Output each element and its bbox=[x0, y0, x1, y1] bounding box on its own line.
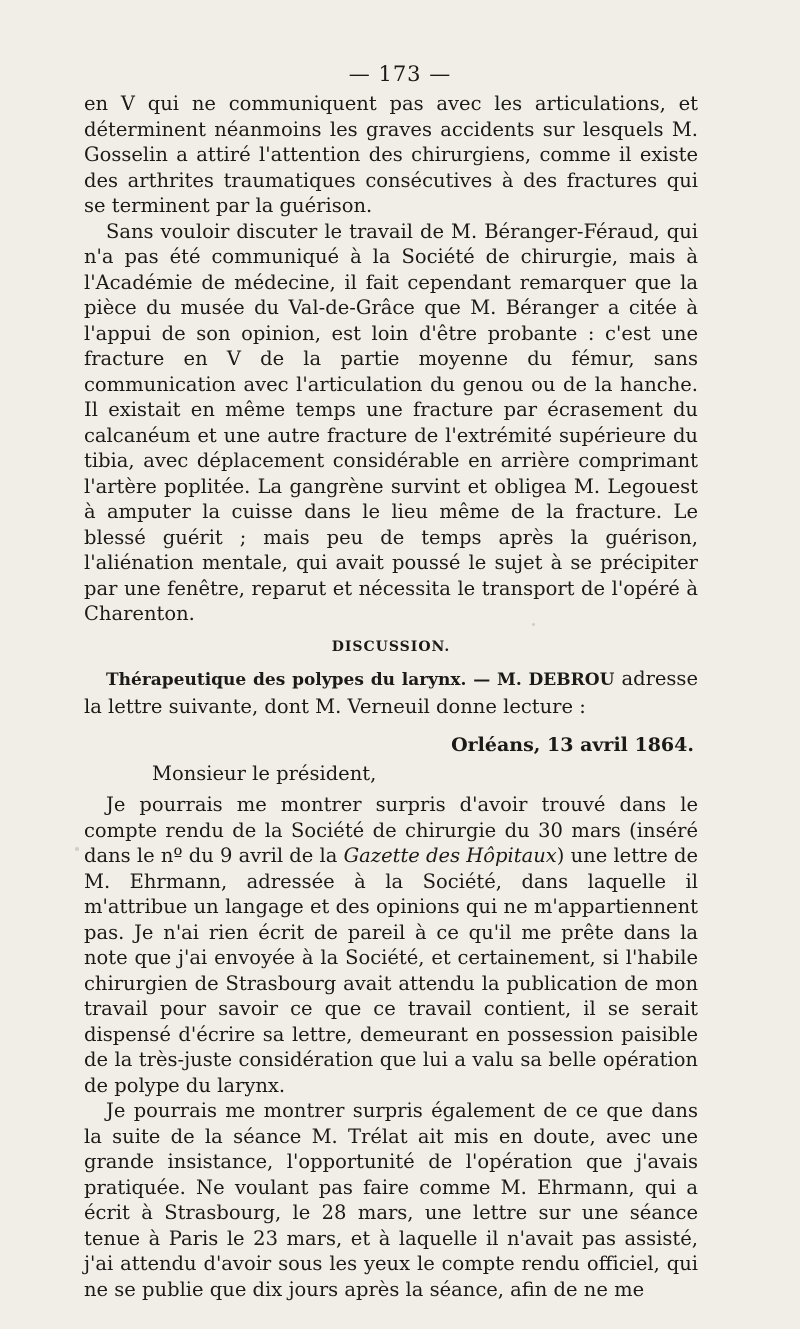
paper-speck bbox=[594, 586, 597, 590]
journal-title: Gazette des Hôpitaux bbox=[343, 844, 557, 867]
rubric-continuation: adresse la lettre suivante, dont M. Verneuil donne lecture : bbox=[84, 667, 698, 718]
paragraph-beranger: Sans vouloir discuter le travail de M. Béranger-Féraud, qui n'a pas été communiqué à la Société de chirurgie, mais à l'Académie de médecine, il fait cependant remarquer que la pièce du musée du Val-de-Grâce que M. Béranger a citée à l'appui de son opinion, est loin d'être probante : c'est une fracture en V de la partie moyenne du fémur, sans communication avec l'articulation du genou ou de la hanche. Il existait en même temps une fracture par écrasement du calcanéum et une autre fracture de l'extrémité supérieure du tibia, avec déplacement considérable en arrière comprimant l'artère poplitée. La gangrène survint et obligea M. Legouest à amputer la cuisse dans le lieu même de la fracture. Le blessé guérit ; mais peu de temps après la guérison, l'aliénation mentale, qui avait poussé le sujet à se précipiter par une fenêtre, reparut et nécessita le transport de l'opéré à Charenton. bbox=[84, 219, 698, 625]
paper-speck bbox=[75, 847, 79, 851]
rubric-paragraph bbox=[84, 666, 698, 719]
rubric-title: Thérapeutique des polypes du larynx. — M. DEBROU bbox=[106, 670, 615, 690]
letter-p1-end: ) une lettre de M. Ehrmann, adressée à la Société, dans laquelle il m'attribue un langage et des opinions qui ne m'appartiennent pas. Je n'ai rien écrit de pareil à ce qu'il me prête dans la note que j'ai envoyée à la Société, et certainement, si l'habile chirurgien de Strasbourg avait attendu la publication de mon travail pour savoir ce que ce travail contient, il se serait dispensé d'écrire sa lettre, demeurant en possession paisible de la très-juste considération que lui a valu sa belle opération de polype du larynx. bbox=[84, 844, 698, 1097]
letter-date: Orléans, 13 avril 1864. bbox=[451, 734, 694, 756]
paper-speck bbox=[532, 623, 535, 626]
letter-salutation: Monsieur le président, bbox=[152, 761, 377, 785]
letter bbox=[84, 733, 698, 1302]
section-heading: DISCUSSION. bbox=[331, 638, 451, 655]
letter-p1-start: Je pourrais me montrer surpris d'avoir trouvé dans le compte rendu de la Société de chirurgie du 30 mars (inséré dans le nº du 9 avril de la bbox=[84, 793, 698, 867]
body-text bbox=[84, 91, 698, 1302]
paragraph-continuation: en V qui ne communiquent pas avec les articulations, et déterminent néanmoins les graves accidents sur lesquels M. Gosselin a attiré l'attention des chirurgiens, comme il existe des arthrites traumatiques consécutives à des fractures qui se terminent par la guérison. bbox=[84, 92, 698, 217]
page-number: — 173 — bbox=[348, 62, 452, 86]
letter-paragraph-2: Je pourrais me montrer surpris également de ce que dans la suite de la séance M. Trélat ait mis en doute, avec une grande insistance, l'opportunité de l'opération que j'avais pratiquée. Ne voulant pas faire comme M. Ehrmann, qui a écrit à Strasbourg, le 28 mars, une lettre sur une séance tenue à Paris le 23 mars, et à laquelle il n'avait pas assisté, j'ai attendu d'avoir sous les yeux le compte rendu officiel, qui ne se publie que dix jours après la séance, afin de ne me bbox=[84, 1099, 698, 1301]
letter-paragraph-1 bbox=[84, 792, 698, 1098]
